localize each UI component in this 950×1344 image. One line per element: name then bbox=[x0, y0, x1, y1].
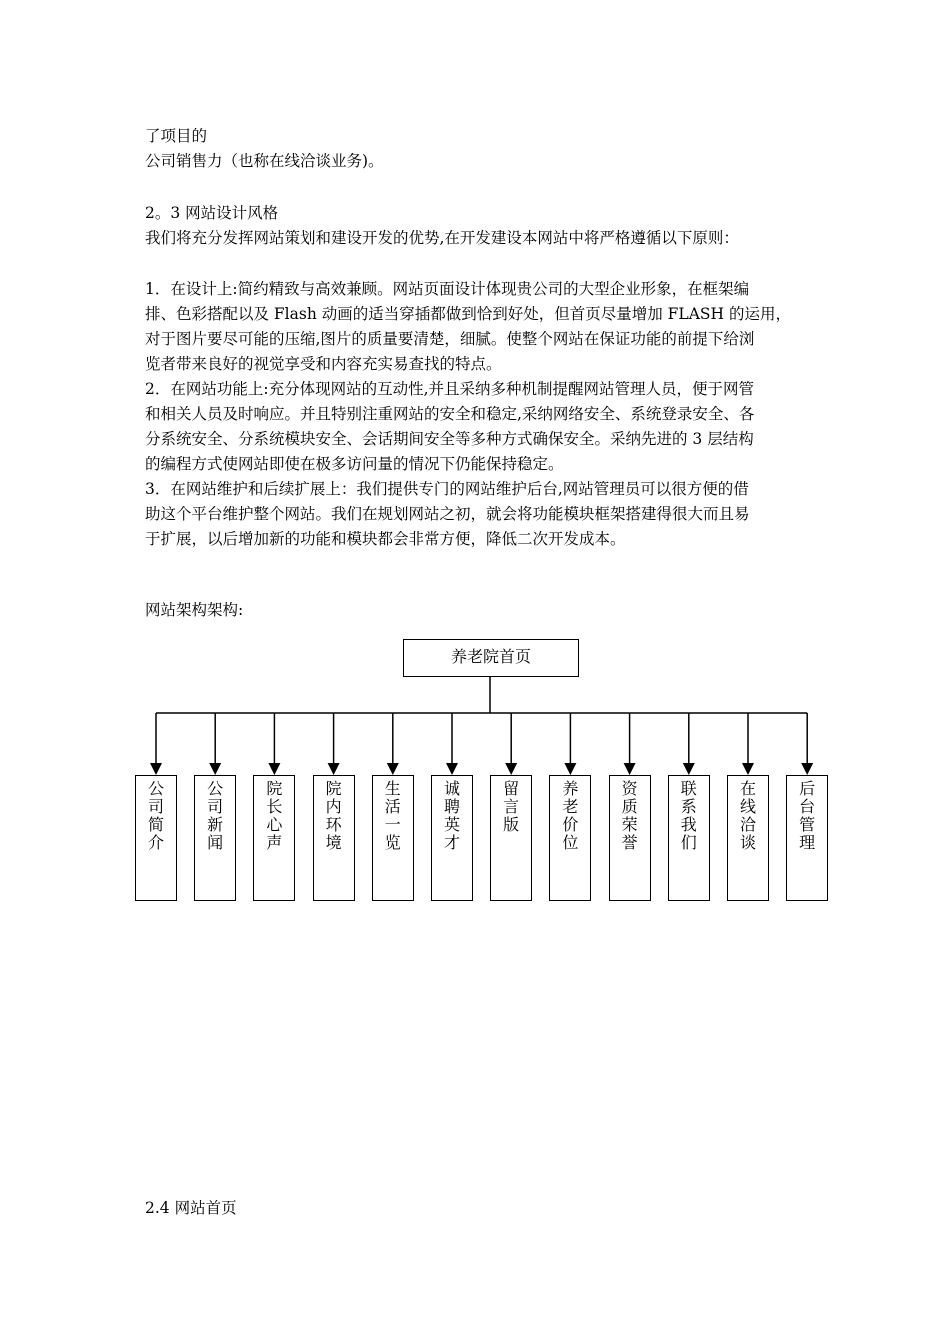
text-line: 览者带来良好的视觉享受和内容充实易查找的特点。 bbox=[145, 355, 502, 373]
text-line: 于扩展，以后增加新的功能和模块都会非常方便，降低二次开发成本。 bbox=[145, 530, 626, 548]
text-line: 助这个平台维护整个网站。我们在规划网站之初，就会将功能模块框架搭建得很大而且易 bbox=[145, 505, 750, 523]
child-node: 公 司 简 介 bbox=[135, 775, 177, 901]
child-node: 诚 聘 英 才 bbox=[431, 775, 473, 901]
child-node: 留 言 版 bbox=[490, 775, 532, 901]
text-line: 对于图片要尽可能的压缩,图片的质量要清楚，细腻。使整个网站在保证功能的前提下给浏 bbox=[145, 330, 755, 348]
child-node: 公 司 新 闻 bbox=[194, 775, 236, 901]
text-line: 的编程方式使网站即使在极多访问量的情况下仍能保持稳定。 bbox=[145, 455, 564, 473]
text-line: 3．在网站维护和后续扩展上：我们提供专门的网站维护后台,网站管理员可以很方便的借 bbox=[145, 480, 749, 498]
child-node: 院 内 环 境 bbox=[313, 775, 355, 901]
root-node: 养老院首页 bbox=[403, 639, 579, 677]
diagram-caption: 网站架构架构: bbox=[145, 601, 244, 619]
text-line: 排、色彩搭配以及 Flash 动画的适当穿插都做到恰到好处，但首页尽量增加 FLASH 的运用， bbox=[145, 305, 791, 323]
text-line: 我们将充分发挥网站策划和建设开发的优势,在开发建设本网站中将严格遵循以下原则： bbox=[145, 229, 739, 247]
child-node: 后 台 管 理 bbox=[786, 775, 828, 901]
child-node: 资 质 荣 誉 bbox=[609, 775, 651, 901]
section-heading: 2.4 网站首页 bbox=[145, 1199, 237, 1217]
section-heading: 2。3 网站设计风格 bbox=[145, 204, 279, 222]
child-node: 联 系 我 们 bbox=[668, 775, 710, 901]
text-line: 和相关人员及时响应。并且特别注重网站的安全和稳定,采纳网络安全、系统登录安全、各 bbox=[145, 405, 755, 423]
child-node: 养 老 价 位 bbox=[549, 775, 591, 901]
text-line: 公司销售力（也称在线洽谈业务)。 bbox=[145, 152, 384, 170]
text-line: 2．在网站功能上:充分体现网站的互动性,并且采纳多种机制提醒网站管理人员，便于网管 bbox=[145, 380, 755, 398]
child-node: 院 长 心 声 bbox=[253, 775, 295, 901]
text-line: 分系统安全、分系统模块安全、会话期间安全等多种方式确保安全。采纳先进的 3 层结构 bbox=[145, 430, 754, 448]
text-line: 了项目的 bbox=[145, 127, 208, 145]
text-line: 1．在设计上:简约精致与高效兼顾。网站页面设计体现贵公司的大型企业形象，在框架编 bbox=[145, 280, 750, 298]
child-node: 生 活 一 览 bbox=[372, 775, 414, 901]
child-node: 在 线 洽 谈 bbox=[727, 775, 769, 901]
